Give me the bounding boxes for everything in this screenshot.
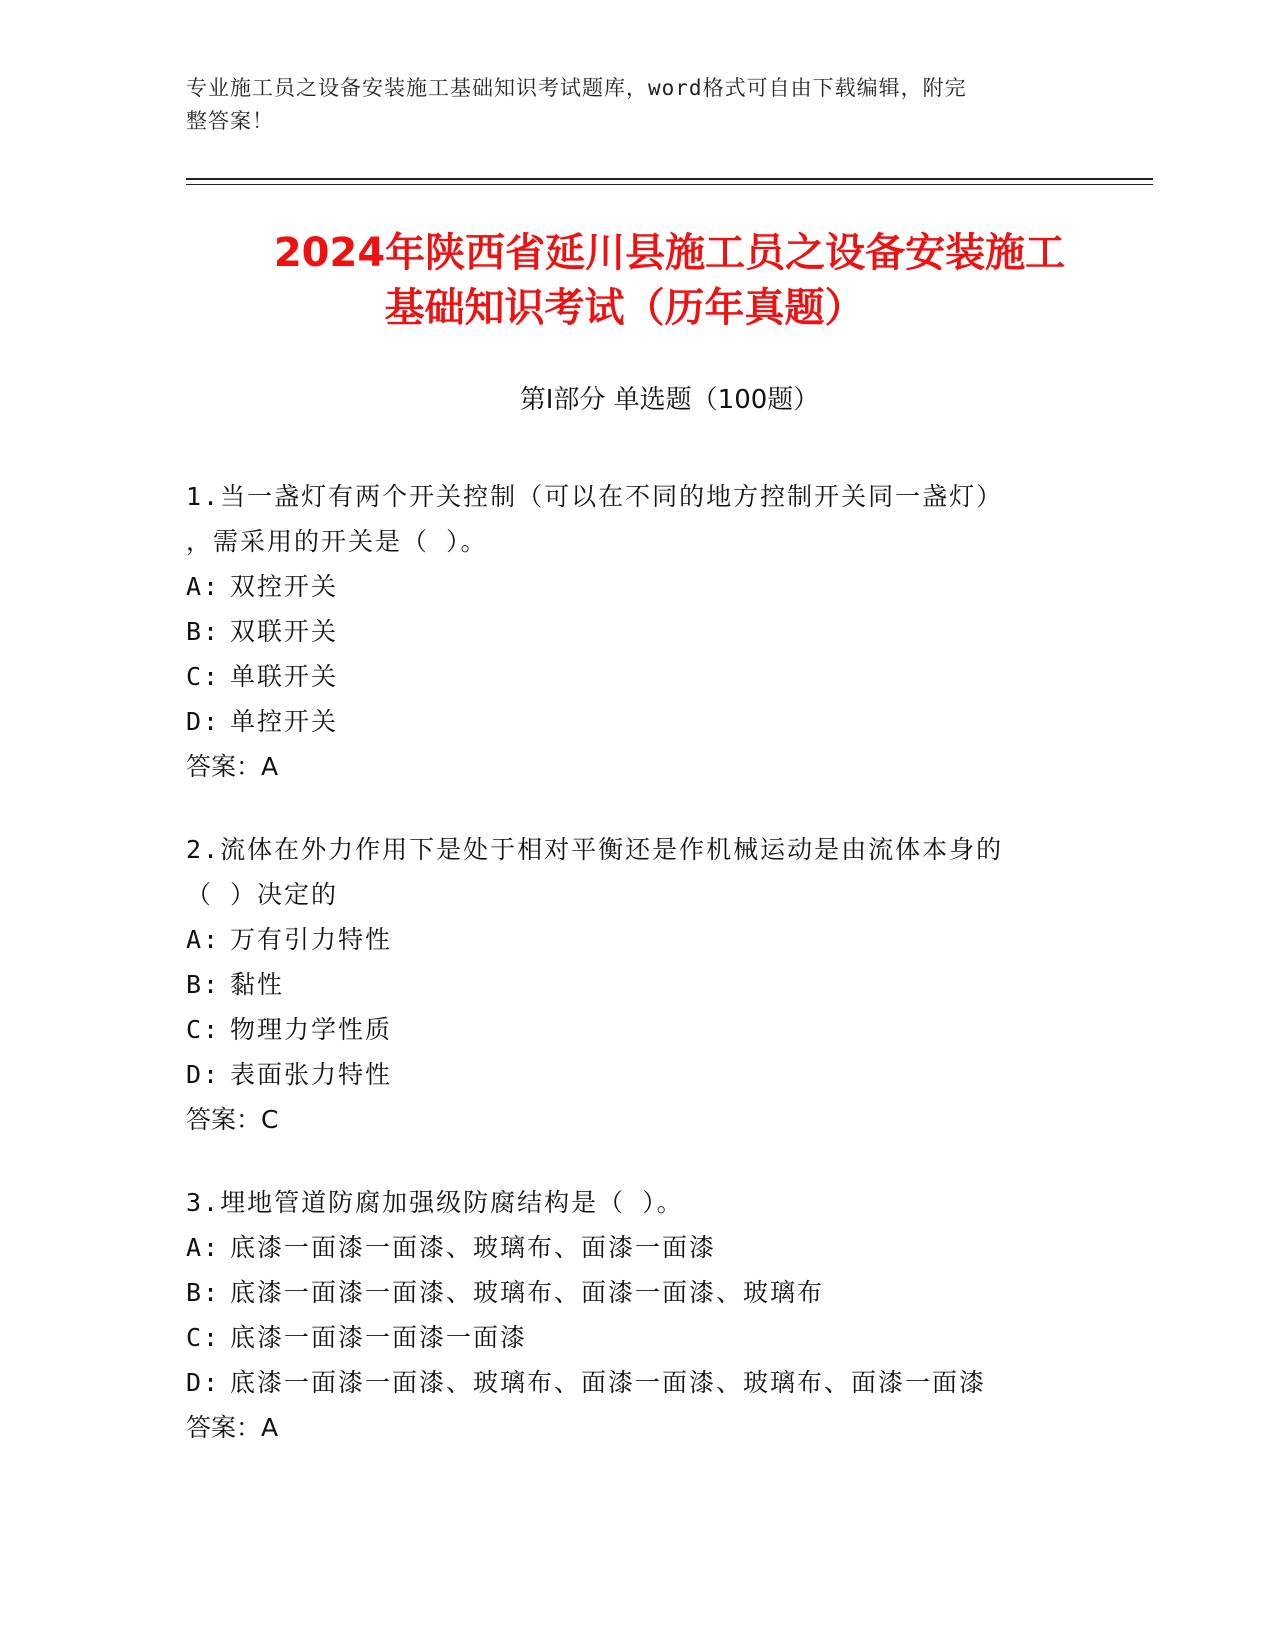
option-letter: C: [186, 662, 221, 691]
option-text: 物理力学性质 [230, 1015, 393, 1044]
option-letter: A: [186, 572, 221, 601]
option-a [186, 1225, 1086, 1270]
question-stem-line-1: 2.流体在外力作用下是处于相对平衡还是作机械运动是由流体本身的 [186, 835, 1004, 864]
option-d [186, 1360, 1086, 1405]
question-stem-line-2: ，需采用的开关是（ ）。 [186, 527, 488, 556]
option-d [186, 699, 1086, 744]
option-text: 底漆一面漆一面漆、玻璃布、面漆一面漆 [230, 1233, 717, 1262]
question-3 [186, 1180, 1086, 1450]
option-letter: B: [186, 970, 221, 999]
question-stem-line-1: 3.埋地管道防腐加强级防腐结构是（ ）。 [186, 1188, 684, 1217]
header-divider-thin [186, 184, 1153, 185]
question-stem-line-1: 1.当一盏灯有两个开关控制（可以在不同的地方控制开关同一盏灯） [186, 482, 1004, 511]
option-c [186, 654, 1086, 699]
document-title-line-1: 2024年陕西省延川县施工员之设备安装施工 [273, 230, 1066, 276]
question-list [186, 474, 1086, 1488]
question-stem-line-2: （ ）决定的 [186, 880, 339, 909]
option-text: 单联开关 [230, 662, 339, 691]
document-title [186, 226, 1153, 336]
option-d [186, 1052, 1086, 1097]
option-letter: A: [186, 1233, 221, 1262]
option-b [186, 962, 1086, 1007]
answer: 答案：C [186, 1105, 279, 1134]
option-a [186, 917, 1086, 962]
option-text: 万有引力特性 [230, 925, 393, 954]
option-c [186, 1007, 1086, 1052]
option-b [186, 1270, 1086, 1315]
answer: 答案：A [186, 1413, 279, 1442]
option-letter: B: [186, 1278, 221, 1307]
option-b [186, 609, 1086, 654]
answer: 答案：A [186, 752, 279, 781]
option-letter: C: [186, 1015, 221, 1044]
header-note-line-2: 整答案！ [186, 109, 274, 133]
option-a [186, 564, 1086, 609]
option-c [186, 1315, 1086, 1360]
option-text: 黏性 [230, 970, 285, 999]
option-letter: D: [186, 1060, 221, 1089]
option-letter: A: [186, 925, 221, 954]
option-letter: D: [186, 707, 221, 736]
header-note-line-1: 专业施工员之设备安装施工基础知识考试题库，word格式可自由下载编辑，附完 [186, 76, 967, 100]
header-divider-thick [186, 178, 1153, 180]
option-text: 底漆一面漆一面漆、玻璃布、面漆一面漆、玻璃布 [230, 1278, 825, 1307]
question-1 [186, 474, 1086, 789]
option-text: 底漆一面漆一面漆、玻璃布、面漆一面漆、玻璃布、面漆一面漆 [230, 1368, 987, 1397]
option-text: 底漆一面漆一面漆一面漆 [230, 1323, 528, 1352]
question-2 [186, 827, 1086, 1142]
option-text: 双联开关 [230, 617, 339, 646]
option-text: 双控开关 [230, 572, 339, 601]
section-title: 第Ⅰ部分 单选题（100题） [519, 385, 820, 415]
option-text: 单控开关 [230, 707, 339, 736]
option-text: 表面张力特性 [230, 1060, 393, 1089]
header-note [186, 72, 1066, 138]
option-letter: C: [186, 1323, 221, 1352]
option-letter: D: [186, 1368, 221, 1397]
document-title-line-2: 基础知识考试（历年真题） [384, 285, 865, 331]
option-letter: B: [186, 617, 221, 646]
